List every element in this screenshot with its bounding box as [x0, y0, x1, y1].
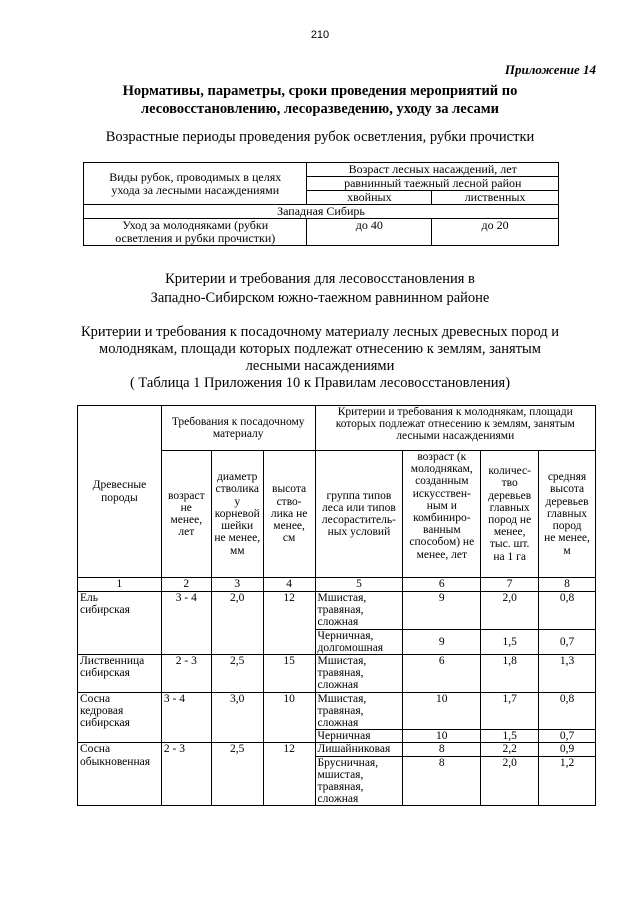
tree-count-cell: 1,7	[481, 692, 539, 730]
section3-title: Критерии и требования к посадочному материалу лесных древесных пород и молоднякам, площади которых подлежат отнесению к землям, занятым лесными насаждениями	[80, 324, 560, 374]
column-number: 8	[539, 578, 596, 592]
page-title-line: Нормативы, параметры, сроки проведения мероприятий по	[122, 83, 518, 99]
forest-type-header: группа типов леса или типов лесораститель- ных условий	[315, 451, 403, 578]
tree-count-cell: 2,0	[481, 592, 539, 630]
young-age-cell: 9	[403, 592, 481, 630]
young-age-header: возраст (к молоднякам, созданным искусствен- ным и комбиниро- ванным способом) не менее, лет	[403, 451, 481, 578]
tree-count-header: количес- тво деревьев главных пород не менее, тыс. шт. на 1 га	[481, 451, 539, 578]
forest-type-cell: Лишайниковая	[315, 743, 403, 756]
planting-age-cell: 2 - 3	[161, 655, 211, 693]
avg-height-cell: 0,8	[539, 692, 596, 730]
tree-count-cell: 1,5	[481, 730, 539, 743]
conifer-header: хвойных	[307, 191, 432, 205]
avg-height-cell: 1,3	[539, 655, 596, 693]
criteria-table	[77, 405, 596, 806]
avg-height-cell: 0,9	[539, 743, 596, 756]
avg-height-cell: 1,2	[539, 756, 596, 806]
section3-reference: ( Таблица 1 Приложения 10 к Правилам лесовосстановления)	[129, 375, 511, 391]
stem-height-cell: 15	[263, 655, 315, 693]
district-header: равнинный таежный лесной район	[307, 177, 559, 191]
species-header: Древесные породы	[78, 406, 162, 578]
column-number: 7	[481, 578, 539, 592]
column-number: 2	[161, 578, 211, 592]
tree-count-cell: 1,5	[481, 629, 539, 654]
column-number: 5	[315, 578, 403, 592]
young-age-cell: 10	[403, 730, 481, 743]
forest-type-cell: Черничная	[315, 730, 403, 743]
deciduous-header: лиственных	[432, 191, 559, 205]
page-title	[60, 82, 580, 118]
stem-height-cell: 12	[263, 592, 315, 655]
young-age-cell: 8	[403, 743, 481, 756]
planting-age-cell: 3 - 4	[161, 692, 211, 743]
page-title-line: лесовосстановлению, лесоразведению, уходу за лесами	[141, 101, 499, 117]
page-number: 210	[310, 29, 330, 41]
species-cell: Сосна обыкновенная	[78, 743, 162, 806]
avg-height-cell: 0,7	[539, 730, 596, 743]
stem-height-cell: 12	[263, 743, 315, 806]
stem-height-cell: 10	[263, 692, 315, 743]
young-stands-header: Критерии и требования к молоднякам, площади которых подлежат отнесению к землям, занятым лесными насаждениями	[315, 406, 595, 451]
young-age-cell: 8	[403, 756, 481, 806]
region-row: Западная Сибирь	[84, 205, 559, 219]
diameter-cell: 3,0	[211, 692, 263, 743]
diameter-cell: 2,0	[211, 592, 263, 655]
forest-type-cell: Мшистая, травяная, сложная	[315, 655, 403, 693]
column-number: 6	[403, 578, 481, 592]
tree-count-cell: 1,8	[481, 655, 539, 693]
age-header: Возраст лесных насаждений, лет	[307, 163, 559, 177]
age-periods-table	[83, 162, 559, 246]
species-cell: Сосна кедровая сибирская	[78, 692, 162, 743]
planting-age-cell: 2 - 3	[161, 743, 211, 806]
diameter-header: диаметр стволика у корневой шейки не менее, мм	[211, 451, 263, 578]
forest-type-cell: Брусничная, мшистая, травяная, сложная	[315, 756, 403, 806]
diameter-cell: 2,5	[211, 655, 263, 693]
species-cell: Ель сибирская	[78, 592, 162, 655]
tree-count-cell: 2,0	[481, 756, 539, 806]
stem-height-header: высота ство- лика не менее, см	[263, 451, 315, 578]
avg-height-cell: 0,8	[539, 592, 596, 630]
conifer-value: до 40	[307, 219, 432, 246]
appendix-label: Приложение 14	[504, 62, 596, 77]
column-number: 1	[78, 578, 162, 592]
table-row	[78, 743, 596, 756]
forest-type-cell: Мшистая, травяная, сложная	[315, 692, 403, 730]
forest-type-cell: Черничная, долгомошная	[315, 629, 403, 654]
planting-material-header: Требования к посадочному материалу	[161, 406, 315, 451]
table-row	[78, 655, 596, 693]
diameter-cell: 2,5	[211, 743, 263, 806]
tree-count-cell: 2,2	[481, 743, 539, 756]
forest-type-cell: Мшистая, травяная, сложная	[315, 592, 403, 630]
young-age-cell: 9	[403, 629, 481, 654]
column-number: 4	[263, 578, 315, 592]
section2-title: Критерии и требования для лесовосстановления в Западно-Сибирском южно-таежном равнинном районе	[150, 271, 490, 306]
table-row	[78, 592, 596, 630]
avg-height-header: средняя высота деревьев главных пород не менее, м	[539, 451, 596, 578]
cuttings-type-header: Виды рубок, проводимых в целях ухода за лесными насаждениями	[84, 163, 307, 205]
section1-title: Возрастные периоды проведения рубок осветления, рубки прочистки	[105, 129, 535, 145]
young-age-cell: 10	[403, 692, 481, 730]
planting-age-header: возраст не менее, лет	[161, 451, 211, 578]
young-age-cell: 6	[403, 655, 481, 693]
table-row	[78, 692, 596, 730]
deciduous-value: до 20	[432, 219, 559, 246]
species-cell: Лиственница сибирская	[78, 655, 162, 693]
planting-age-cell: 3 - 4	[161, 592, 211, 655]
cuttings-type-cell: Уход за молодняками (рубки осветления и рубки прочистки)	[84, 219, 307, 246]
column-number: 3	[211, 578, 263, 592]
avg-height-cell: 0,7	[539, 629, 596, 654]
